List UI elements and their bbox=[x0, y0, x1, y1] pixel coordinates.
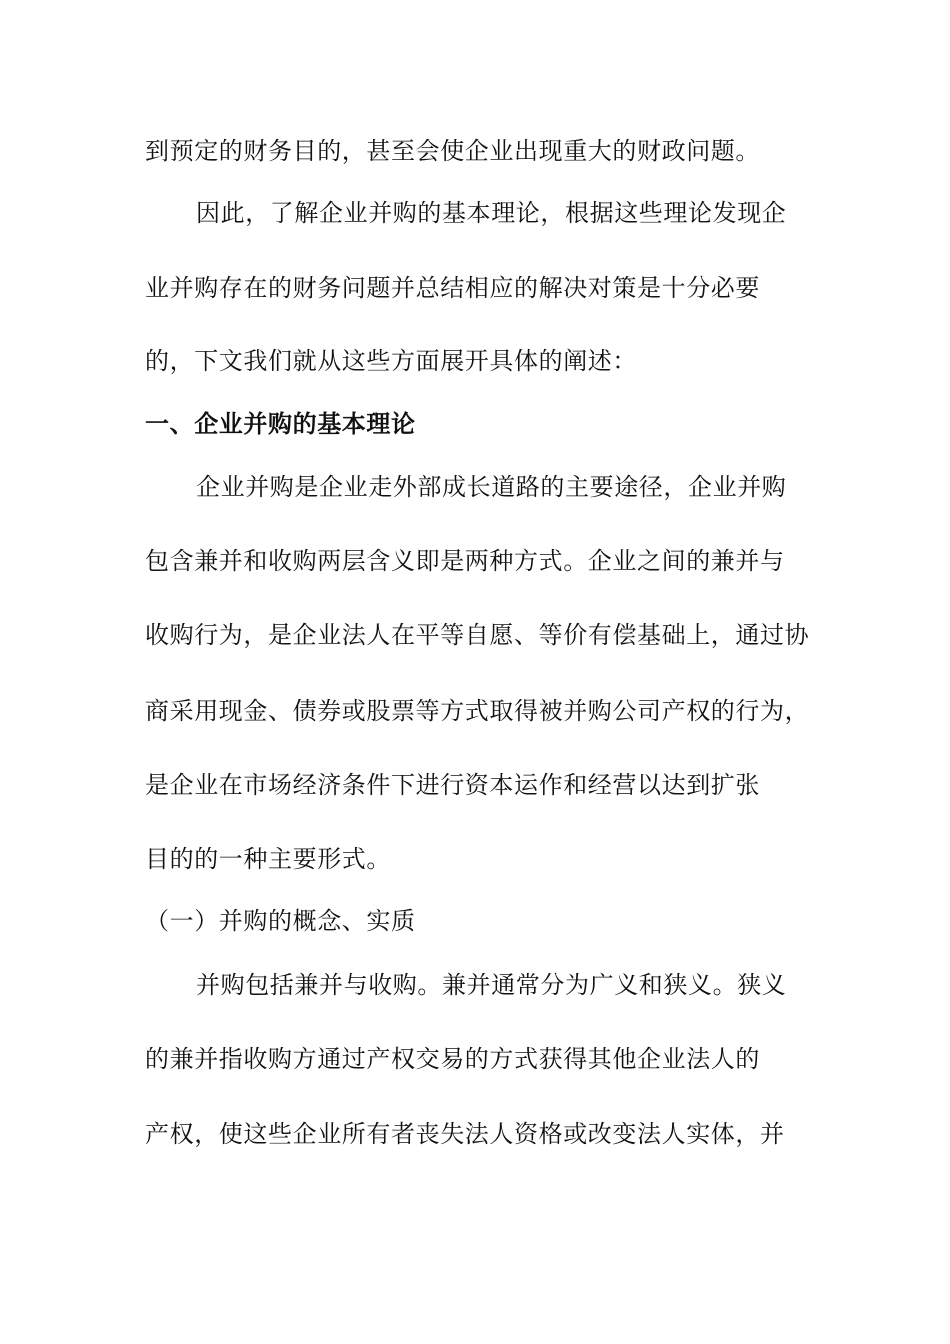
paragraph-line: 产权，使这些企业所有者丧失法人资格或改变法人实体，并 bbox=[145, 1120, 785, 1148]
paragraph-line: 商采用现金、债券或股票等方式取得被并购公司产权的行为， bbox=[145, 697, 810, 725]
paragraph-line: 是企业在市场经济条件下进行资本运作和经营以达到扩张 bbox=[145, 771, 760, 799]
subsection-heading: （一）并购的概念、实质 bbox=[145, 907, 416, 935]
paragraph-line: 收购行为，是企业法人在平等自愿、等价有偿基础上，通过协 bbox=[145, 621, 810, 649]
paragraph-line: 因此，了解企业并购的基本理论，根据这些理论发现企 bbox=[196, 199, 787, 227]
section-heading: 一、企业并购的基本理论 bbox=[145, 409, 416, 438]
paragraph-line: 的兼并指收购方通过产权交易的方式获得其他企业法人的 bbox=[145, 1045, 760, 1073]
paragraph-line: 包含兼并和收购两层含义即是两种方式。企业之间的兼并与 bbox=[145, 547, 785, 575]
paragraph-line: 目的的一种主要形式。 bbox=[145, 845, 391, 873]
paragraph-line: 企业并购是企业走外部成长道路的主要途径，企业并购 bbox=[196, 473, 787, 501]
paragraph-line: 并购包括兼并与收购。兼并通常分为广义和狭义。狭义 bbox=[196, 971, 787, 999]
paragraph-line: 到预定的财务目的，甚至会使企业出现重大的财政问题。 bbox=[145, 137, 760, 165]
paragraph-line: 业并购存在的财务问题并总结相应的解决对策是十分必要 bbox=[145, 274, 760, 302]
paragraph-line: 的，下文我们就从这些方面展开具体的阐述： bbox=[145, 347, 637, 375]
